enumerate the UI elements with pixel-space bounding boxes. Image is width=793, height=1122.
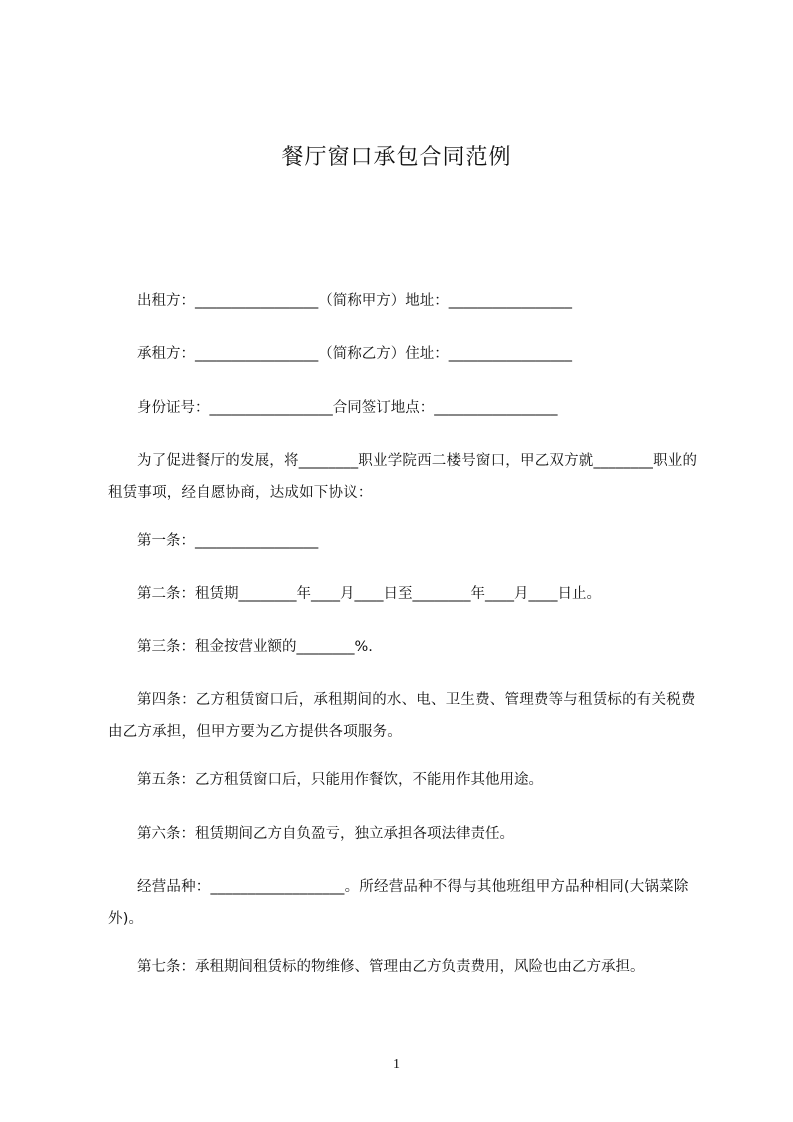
- article-1: 第一条：_________________: [137, 533, 319, 549]
- article-6: 第六条：租赁期间乙方自负盈亏，独立承担各项法律责任。: [137, 826, 514, 842]
- business-items-paragraph: 经营品种：__________________。所经营品种不得与其他班组甲方品种相同(大锅菜除外)。: [108, 879, 689, 927]
- lessee-line: 承租方：_________________（简称乙方）住址：_________________: [137, 346, 572, 362]
- id-line: 身份证号：_________________合同签订地点：_________________: [137, 400, 558, 416]
- article-4: 第四条：乙方租赁窗口后，承租期间的水、电、卫生费、管理费等与租赁标的有关税费由乙方承担，但甲方要为乙方提供各项服务。: [108, 692, 696, 740]
- page-number: 1: [393, 1057, 400, 1072]
- page-title: 餐厅窗口承包合同范例: [281, 145, 512, 170]
- article-5: 第五条：乙方租赁窗口后，只能用作餐饮，不能用作其他用途。: [137, 772, 543, 788]
- article-7: 第七条：承租期间租赁标的物维修、管理由乙方负责费用，风险也由乙方承担。: [137, 959, 645, 975]
- article-2: 第二条：租赁期________年____月____日至________年____月____日止。: [137, 586, 601, 602]
- lessor-line: 出租方：_________________（简称甲方）地址：_________________: [137, 293, 572, 309]
- intro-paragraph: 为了促进餐厅的发展，将________职业学院西二楼号窗口，甲乙双方就________职业的租赁事项，经自愿协商，达成如下协议：: [108, 453, 698, 501]
- article-3: 第三条：租金按营业额的________%.: [137, 639, 373, 655]
